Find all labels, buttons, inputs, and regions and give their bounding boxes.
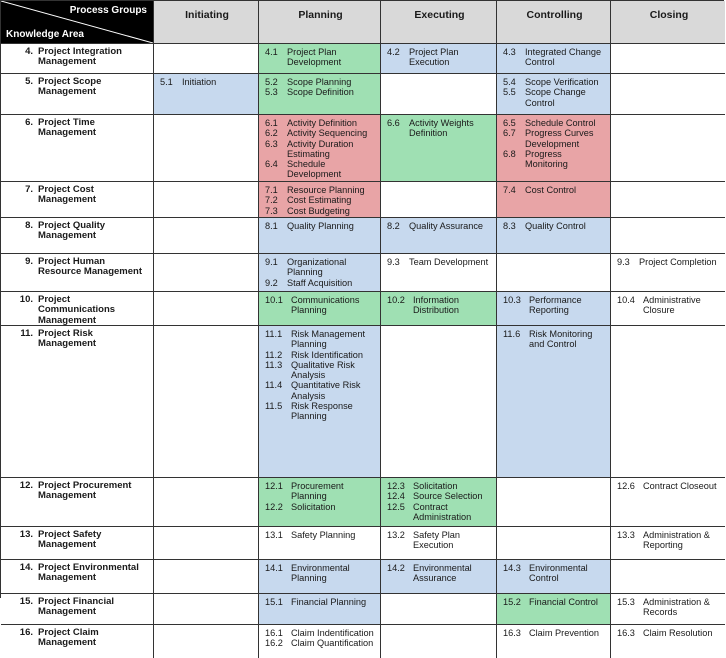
process-number: 12.6 [617,481,635,491]
process-number: 6.3 [265,138,278,149]
knowledge-area-cell [1,292,154,326]
process-cell-planning [259,478,381,527]
process-cell-executing [381,74,497,115]
process-cell-closing [611,326,725,478]
process-number: 11.6 [503,329,521,339]
process-number: 12.3 [387,481,405,491]
process-entry [617,530,721,551]
knowledge-area-number: 10. [19,294,33,305]
process-entry [265,87,376,97]
process-cell-controlling [497,560,611,594]
process-entry [503,185,606,195]
process-entry [387,118,492,139]
process-number: 13.2 [387,530,405,540]
knowledge-area-name: Project Procurement Management [38,480,132,502]
process-cell-controlling [497,115,611,182]
process-name: Source Selection [413,491,483,502]
process-name: Communications Planning [291,295,360,316]
process-name: Solicitation [291,501,336,512]
process-number: 6.8 [503,148,516,159]
process-entry [503,87,606,108]
process-entry [265,159,376,180]
process-name: Claim Resolution [643,628,713,638]
process-number: 11.3 [265,359,283,370]
process-name: Procurement Planning [291,481,344,502]
process-cell-closing [611,254,725,292]
process-cell-initiating [154,625,259,658]
process-name: Project Completion [639,257,717,267]
process-name: Activity Definition [287,118,357,128]
process-cell-executing [381,218,497,254]
knowledge-area-cell [1,560,154,594]
process-cell-executing [381,478,497,527]
process-name: Administration & Reporting [643,530,710,551]
process-cell-executing [381,326,497,478]
process-number: 8.3 [503,221,516,231]
process-number: 4.3 [503,47,516,57]
process-entry [265,139,376,160]
process-cell-initiating [154,218,259,254]
process-number: 13.1 [265,530,283,540]
process-name: Resource Planning [287,185,365,195]
process-entry [265,128,376,138]
process-name: Progress Curves Development [525,128,594,149]
process-cell-initiating [154,478,259,527]
process-number: 12.2 [265,501,283,512]
process-cell-closing [611,527,725,560]
process-number: 9.3 [387,257,400,267]
knowledge-area-number: 14. [19,562,33,573]
process-name: Project Plan Execution [409,47,459,68]
process-number: 10.1 [265,295,283,305]
process-entry [265,481,376,502]
process-cell-closing [611,44,725,74]
process-cell-initiating [154,594,259,625]
process-number: 11.2 [265,349,283,360]
process-entry [265,638,376,648]
process-number: 11.1 [265,329,283,339]
process-number: 9.2 [265,277,278,288]
process-entry [265,628,376,638]
process-entry [503,221,606,231]
process-entry [265,563,376,584]
process-number: 7.3 [265,205,278,216]
knowledge-area-name: Project Time Management [38,117,97,139]
process-name: Financial Planning [291,597,367,607]
process-entry [503,295,606,316]
process-number: 9.3 [617,257,630,267]
process-entry [387,502,492,523]
process-cell-controlling [497,594,611,625]
process-cell-closing [611,218,725,254]
process-cell-controlling [497,218,611,254]
process-cell-planning [259,326,381,478]
knowledge-area-cell [1,182,154,218]
process-cell-closing [611,594,725,625]
knowledge-area-number: 6. [25,117,33,128]
process-name: Administrative Closure [643,295,701,316]
process-name: Team Development [409,257,489,267]
process-cell-planning [259,560,381,594]
process-cell-planning [259,115,381,182]
knowledge-area-cell [1,326,154,478]
process-number: 15.1 [265,597,283,607]
process-cell-initiating [154,44,259,74]
process-number: 10.2 [387,295,405,305]
process-entry [387,563,492,584]
process-cell-controlling [497,254,611,292]
process-name: Claim Indentification [291,628,374,638]
process-number: 10.3 [503,295,521,305]
knowledge-area-name: Project Risk Management [38,328,97,350]
process-entry [387,481,492,491]
process-cell-closing [611,182,725,218]
process-number: 4.2 [387,47,400,57]
process-entry [503,47,606,68]
process-entry [503,149,606,170]
process-number: 7.1 [265,185,278,195]
process-number: 16.3 [617,628,635,638]
process-name: Quality Assurance [409,221,484,231]
process-entry [617,481,721,491]
process-entry [265,329,376,350]
knowledge-area-name: Project Communications Management [38,294,116,326]
process-entry [265,77,376,87]
knowledge-area-name: Project Environmental Management [38,562,139,584]
knowledge-area-cell [1,218,154,254]
process-cell-initiating [154,292,259,326]
knowledge-area-number: 13. [19,529,33,540]
process-cell-executing [381,527,497,560]
column-header-executing: Executing [381,1,497,44]
process-cell-executing [381,182,497,218]
knowledge-area-number: 5. [25,76,33,87]
process-cell-initiating [154,527,259,560]
process-number: 11.4 [265,380,283,391]
process-number: 5.4 [503,77,516,87]
process-entry [160,77,254,87]
process-name: Progress Monitoring [525,148,568,170]
knowledge-area-number: 9. [25,256,33,267]
knowledge-area-name: Project Claim Management [38,627,99,649]
process-name: Environmental Assurance [413,563,472,584]
process-name: Schedule Control [525,118,596,128]
process-cell-initiating [154,74,259,115]
process-entry [617,628,721,638]
knowledge-area-cell [1,625,154,658]
process-entry [503,563,606,584]
process-number: 15.3 [617,597,635,607]
process-name: Risk Response Planning [291,401,353,422]
process-entry [265,295,376,316]
process-entry [617,295,721,316]
process-name: Quality Planning [287,221,354,231]
process-entry [265,195,376,205]
process-cell-initiating [154,182,259,218]
process-cell-controlling [497,44,611,74]
process-entry [617,597,721,618]
process-name: Scope Definition [287,87,354,98]
process-name: Quantitative Risk Analysis [291,380,361,401]
process-entry [265,401,376,422]
process-number: 11.5 [265,401,283,412]
knowledge-area-number: 8. [25,220,33,231]
process-number: 13.3 [617,530,635,540]
process-cell-initiating [154,326,259,478]
process-name: Staff Acquisition [287,277,353,288]
process-number: 14.3 [503,563,521,573]
process-cell-executing [381,254,497,292]
process-number: 12.1 [265,481,283,491]
process-cell-closing [611,115,725,182]
process-cell-planning [259,44,381,74]
process-name: Scope Verification [525,77,599,87]
column-header-planning: Planning [259,1,381,44]
process-entry [387,47,492,68]
process-number: 5.5 [503,87,516,98]
process-cell-controlling [497,625,611,658]
process-entry [387,221,492,231]
knowledge-area-cell [1,478,154,527]
process-cell-planning [259,527,381,560]
process-number: 6.1 [265,118,278,128]
process-number: 7.4 [503,185,516,195]
process-entry [503,597,606,607]
process-entry [265,380,376,401]
process-name: Contract Closeout [643,481,717,491]
process-entry [265,278,376,288]
process-name: Schedule Development [287,159,342,180]
process-entry [387,530,492,551]
process-cell-planning [259,254,381,292]
process-cell-planning [259,594,381,625]
process-cell-planning [259,74,381,115]
process-name: Performance Reporting [529,295,582,316]
process-name: Scope Change Control [525,87,586,108]
process-name: Risk Monitoring and Control [529,329,593,350]
process-name: Initiation [182,77,217,87]
process-entry [265,118,376,128]
process-number: 14.1 [265,563,283,573]
process-cell-initiating [154,115,259,182]
process-name: Environmental Planning [291,563,350,584]
process-name: Project Plan Development [287,47,342,68]
process-number: 8.1 [265,221,278,231]
knowledge-area-cell [1,115,154,182]
process-groups-label: Process Groups [69,5,147,16]
process-number: 5.2 [265,77,278,87]
knowledge-area-number: 15. [19,596,33,607]
process-entry [617,257,721,267]
process-cell-planning [259,182,381,218]
process-number: 5.3 [265,87,278,98]
process-number: 4.1 [265,47,278,57]
process-number: 12.4 [387,491,405,502]
process-name: Financial Control [529,597,598,607]
process-cell-planning [259,218,381,254]
process-cell-closing [611,560,725,594]
process-cell-closing [611,292,725,326]
knowledge-area-number: 16. [19,627,33,638]
process-cell-executing [381,44,497,74]
process-cell-controlling [497,182,611,218]
process-entry [387,491,492,501]
process-entry [387,257,492,267]
process-entry [265,597,376,607]
process-entry [265,47,376,68]
process-name: Scope Planning [287,77,352,87]
knowledge-area-name: Project Quality Management [38,220,106,242]
process-name: Cost Control [525,185,577,195]
process-name: Safety Plan Execution [413,530,460,551]
knowledge-area-cell [1,74,154,115]
process-cell-controlling [497,326,611,478]
process-number: 6.5 [503,118,516,128]
process-entry [503,77,606,87]
process-number: 6.7 [503,128,516,139]
process-name: Integrated Change Control [525,47,602,68]
process-entry [265,221,376,231]
process-cell-executing [381,292,497,326]
process-cell-planning [259,292,381,326]
process-name: Risk Management Planning [291,329,366,350]
process-cell-executing [381,115,497,182]
process-number: 6.6 [387,118,400,128]
process-number: 8.2 [387,221,400,231]
process-cell-executing [381,560,497,594]
column-header-initiating: Initiating [154,1,259,44]
process-entry [265,185,376,195]
knowledge-area-number: 4. [25,46,33,57]
process-entry [265,360,376,381]
process-entry [503,118,606,128]
process-name: Qualitative Risk Analysis [291,359,355,381]
column-header-closing: Closing [611,1,725,44]
knowledge-area-name: Project Integration Management [38,46,122,68]
process-name: Cost Estimating [287,195,352,206]
process-name: Safety Planning [291,530,356,540]
process-cell-controlling [497,478,611,527]
knowledge-area-name: Project Scope Management [38,76,102,98]
process-entry [265,502,376,512]
process-cell-initiating [154,560,259,594]
table-corner-header [1,1,154,44]
knowledge-area-number: 11. [20,328,33,339]
process-number: 6.2 [265,128,278,139]
knowledge-area-name: Project Financial Management [38,596,115,618]
knowledge-area-cell [1,594,154,625]
knowledge-area-name: Project Human Resource Management [38,256,143,278]
process-name: Information Distribution [413,295,459,316]
process-name: Claim Quantification [291,638,374,649]
process-name: Organizational Planning [287,257,347,278]
knowledge-area-cell [1,527,154,560]
process-cell-closing [611,625,725,658]
process-number: 10.4 [617,295,635,305]
process-name: Claim Prevention [529,628,599,638]
knowledge-area-name: Project Safety Management [38,529,102,551]
process-number: 12.5 [387,501,405,512]
process-cell-controlling [497,292,611,326]
process-number: 16.3 [503,628,521,638]
process-cell-executing [381,625,497,658]
process-name: Administration & Records [643,597,710,618]
knowledge-area-name: Project Cost Management [38,184,97,206]
knowledge-area-label: Knowledge Area [6,28,84,40]
process-number: 16.1 [265,628,283,638]
process-name: Activity Duration Estimating [287,138,354,159]
process-name: Activity Weights Definition [409,118,474,139]
process-number: 9.1 [265,257,278,267]
knowledge-area-number: 7. [25,184,33,195]
process-cell-planning [259,625,381,658]
process-entry [265,350,376,360]
process-entry [265,206,376,216]
process-number: 14.2 [387,563,405,573]
process-cell-executing [381,594,497,625]
process-name: Quality Control [525,221,586,231]
process-cell-controlling [497,527,611,560]
knowledge-area-number: 12. [19,480,33,491]
process-entry [387,295,492,316]
process-name: Contract Administration [413,501,472,522]
process-entry [265,257,376,278]
process-number: 16.2 [265,638,283,649]
process-name: Activity Sequencing [287,128,368,139]
process-number: 7.2 [265,195,278,206]
process-number: 6.4 [265,159,278,170]
process-entry [265,530,376,540]
process-name: Solicitation [413,481,458,491]
process-number: 15.2 [503,597,521,607]
process-name: Cost Budgeting [287,205,350,216]
process-number: 5.1 [160,77,173,87]
process-entry [503,628,606,638]
process-entry [503,329,606,350]
process-cell-controlling [497,74,611,115]
process-name: Risk Identification [291,349,364,360]
knowledge-area-cell [1,44,154,74]
process-cell-closing [611,74,725,115]
process-cell-initiating [154,254,259,292]
process-cell-closing [611,478,725,527]
process-entry [503,128,606,149]
knowledge-area-cell [1,254,154,292]
column-header-controlling: Controlling [497,1,611,44]
process-name: Environmental Control [529,563,588,584]
